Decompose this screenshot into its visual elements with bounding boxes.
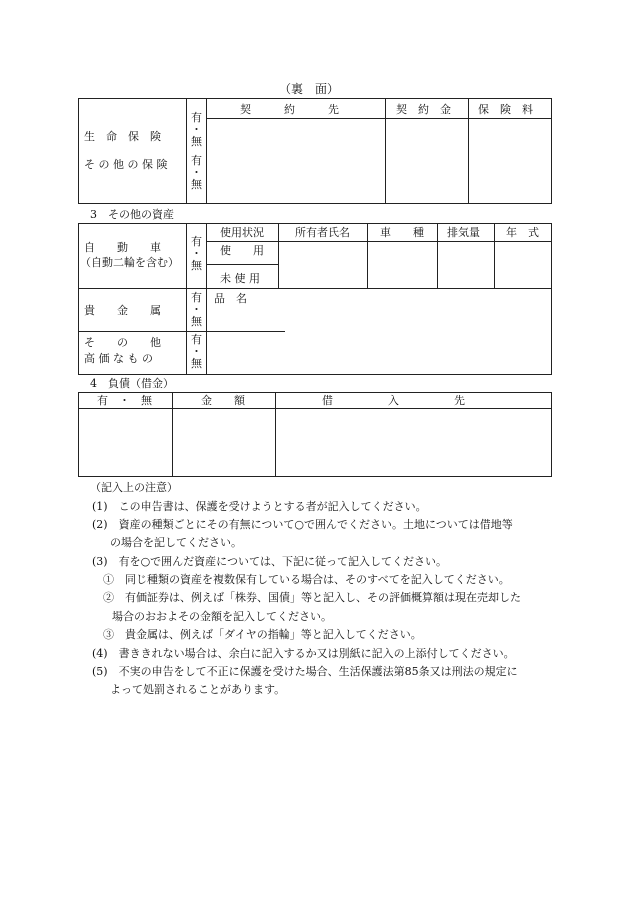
note-2: (2) 資産の種類ごとにその有無について○で囲んでください。土地については借地等 [92,518,513,531]
valuables-label-line1: そ の 他 [84,336,161,349]
header-contract-party: 契 約 先 [240,103,339,116]
debt-header-lender: 借 入 先 [322,394,465,407]
note-3-3: ③ 貴金属は、例えば「ダイヤの指輪」等と記入してください。 [103,628,422,641]
header-vehicle-type: 車 種 [380,226,424,239]
row-label-life-insurance: 生 命 保 険 [84,130,161,143]
note-3: (3) 有を○で囲んだ資産については、下記に従って記入してください。 [92,555,447,568]
car-label-line2: （自動二輪を含む） [80,256,179,269]
umu-precious-metals[interactable]: 有 ・ 無 [191,291,202,328]
header-premium: 保 険 料 [478,103,533,116]
usage-in-use: 使 用 [220,244,264,257]
umu-other-insurance[interactable]: 有 ・ 無 [191,154,202,191]
valuables-label-line2: 高 価 な も の [84,352,153,365]
umu-life-insurance[interactable]: 有 ・ 無 [191,111,202,148]
header-owner: 所有者氏名 [295,226,350,239]
note-3-1: ① 同じ種類の資産を複数保有している場合は、そのすべてを記入してください。 [103,573,510,586]
note-5-cont: よって処罰されることがあります。 [110,683,286,696]
debt-header-amount: 金 額 [201,394,245,407]
usage-unused: 未 使 用 [220,272,260,285]
umu-valuables[interactable]: 有 ・ 無 [191,333,202,370]
section-4-title: 4 負債（借金） [90,377,174,390]
note-2-cont: の場合を記してください。 [110,536,242,549]
item-name-label: 品 名 [214,292,247,305]
note-3-2-cont: 場合のおおよその金額を記入してください。 [112,610,332,623]
page-heading: （裏 面） [279,82,340,96]
note-4: (4) 書ききれない場合は、余白に記入するか又は別紙に記入の上添付してください。 [92,647,515,660]
notes-title: （記入上の注意） [90,481,178,494]
header-contract-amount: 契 約 金 [396,103,451,116]
note-1: (1) この申告書は、保護を受けようとする者が記入してください。 [92,500,427,513]
header-usage: 使用状況 [220,226,264,239]
precious-metals-label: 貴 金 属 [84,304,161,317]
debt-header-umu: 有 ・ 無 [97,394,152,407]
section-3-title: 3 その他の資産 [90,208,174,221]
car-label-line1: 自 動 車 [84,241,161,254]
row-label-other-insurance: そ の 他 の 保 険 [84,158,168,171]
note-3-2: ② 有価証券は、例えば「株券、国債」等と記入し、その評価概算額は現在売却した [103,591,521,604]
header-model-year: 年 式 [506,226,539,239]
header-displacement: 排気量 [447,226,480,239]
umu-car[interactable]: 有 ・ 無 [191,235,202,272]
note-5: (5) 不実の申告をして不正に保護を受けた場合、生活保護法第85条又は刑法の規定に [92,665,518,678]
